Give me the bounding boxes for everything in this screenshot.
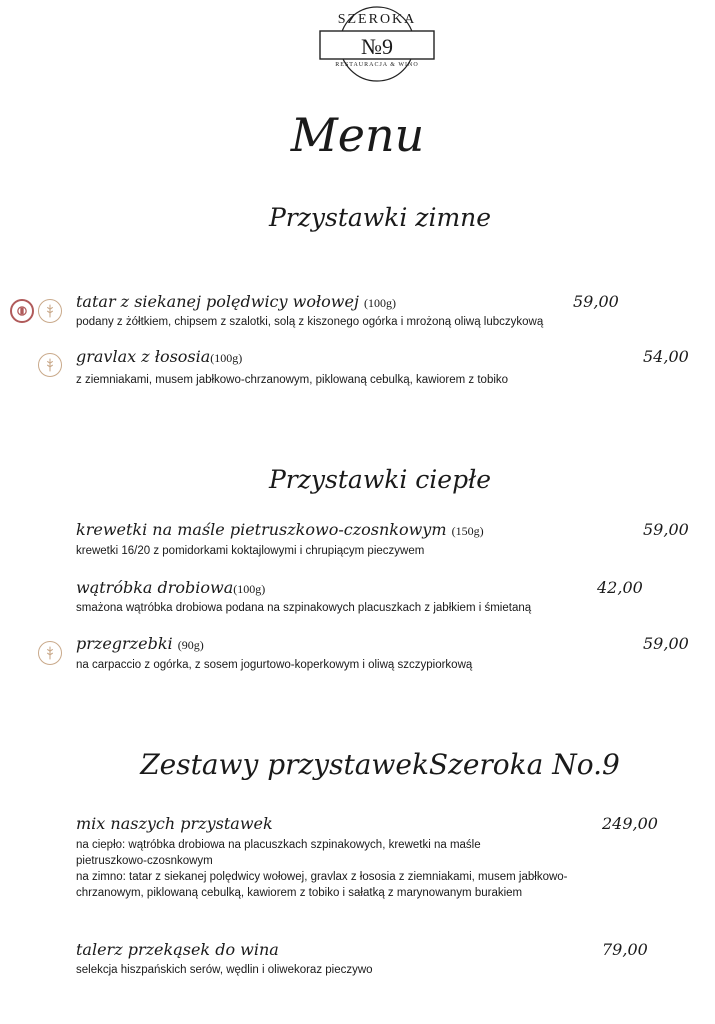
item-price-tatar: 59,00	[573, 292, 619, 311]
item-desc-mix-2: pietruszkowo-czosnkowym	[76, 855, 213, 867]
item-desc-mix-4: chrzanowym, piklowaną cebulką, kawiorem z tobiko i sałatką z marynowanym burakiem	[76, 887, 523, 899]
item-price-watrobka: 42,00	[597, 578, 643, 597]
item-price-mix: 249,00	[602, 814, 658, 833]
item-desc-watrobka: smażona wątróbka drobiowa podana na szpinakowych placuszkach z jabłkiem i śmietaną	[76, 602, 532, 614]
item-name-watrobka	[76, 578, 265, 597]
item-desc-tatar: podany z żółtkiem, chipsem z szalotki, solą z kiszonego ogórka i mrożoną oliwą lubczykową	[76, 316, 544, 328]
logo-name: SZEROKA	[337, 12, 417, 27]
item-weight: (150g)	[451, 524, 484, 538]
item-price-talerz: 79,00	[602, 940, 648, 959]
item-desc-krewetki: krewetki 16/20 z pomidorkami koktajlowymi i chrupiącym pieczywem	[76, 545, 425, 557]
item-name-przegrzebki	[76, 634, 204, 653]
item-name-mix: mix naszych przystawek	[76, 814, 273, 833]
item-desc-przegrzebki: na carpaccio z ogórka, z sosem jogurtowo-koperkowym i oliwą szczypiorkową	[76, 659, 473, 671]
item-price-gravlax: 54,00	[643, 347, 689, 366]
item-name-text: krewetki na maśle pietruszkowo-czosnkowym	[76, 520, 447, 539]
section-title-sets: Zestawy przystawekSzeroka No.9	[140, 748, 620, 781]
item-name-tatar	[76, 292, 396, 311]
gluten-free-icon	[38, 299, 62, 323]
item-weight: (100g)	[210, 351, 243, 365]
item-weight: (100g)	[233, 582, 266, 596]
logo-tagline: RESTAURACJA & WINO	[335, 62, 419, 68]
gluten-free-icon	[38, 641, 62, 665]
item-weight: (100g)	[364, 296, 397, 310]
item-weight: (90g)	[177, 638, 204, 652]
item-desc-mix-3: na zimno: tatar z siekanej polędwicy wołowej, gravlax z łososia z ziemniakami, musem jabłkowo-	[76, 871, 568, 883]
item-name-text: gravlax z łososia	[76, 347, 211, 366]
page-title: Menu	[290, 108, 425, 162]
section-title-warm: Przystawki ciepłe	[268, 465, 492, 494]
item-name-krewetki	[76, 520, 484, 539]
item-name-text: przegrzebki	[76, 634, 173, 653]
item-name-text: wątróbka drobiowa	[76, 578, 234, 597]
item-name-talerz: talerz przekąsek do wina	[76, 940, 279, 959]
item-price-krewetki: 59,00	[643, 520, 689, 539]
restaurant-logo	[318, 4, 436, 84]
item-name-gravlax	[76, 347, 242, 366]
item-desc-talerz: selekcja hiszpańskich serów, wędlin i oliwekoraz pieczywo	[76, 964, 373, 976]
lactose-free-icon	[10, 299, 34, 323]
logo-number: №9	[361, 34, 393, 59]
gluten-free-icon	[38, 353, 62, 377]
item-name-text: tatar z siekanej polędwicy wołowej	[76, 292, 359, 311]
item-desc-mix-1: na ciepło: wątróbka drobiowa na placuszkach szpinakowych, krewetki na maśle	[76, 839, 481, 851]
item-price-przegrzebki: 59,00	[643, 634, 689, 653]
section-title-cold: Przystawki zimne	[268, 203, 492, 232]
item-desc-gravlax: z ziemniakami, musem jabłkowo-chrzanowym, piklowaną cebulką, kawiorem z tobiko	[76, 374, 509, 386]
